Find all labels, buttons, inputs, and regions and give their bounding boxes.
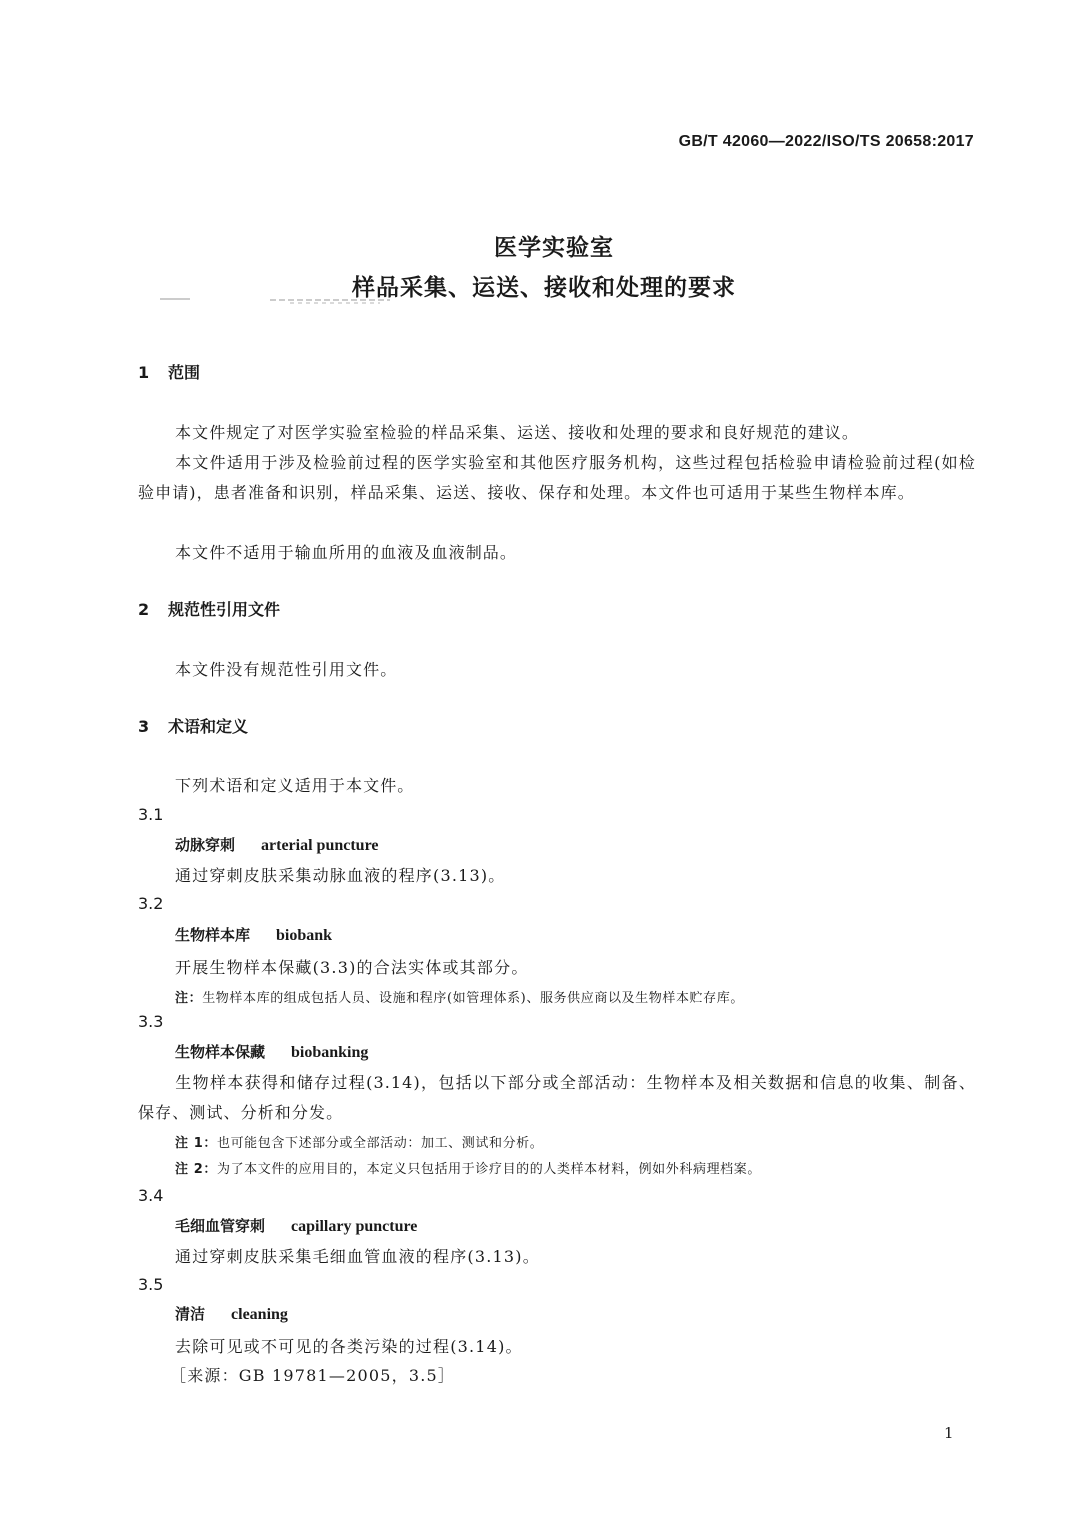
term-number: 3.3 — [138, 1012, 164, 1031]
term-number: 3.5 — [138, 1275, 164, 1294]
term-en: cleaning — [231, 1306, 288, 1323]
term-definition: 通过穿刺皮肤采集毛细血管血液的程序(3.13)。 — [175, 1247, 540, 1266]
term-en: capillary puncture — [291, 1218, 418, 1235]
term-note — [175, 987, 744, 1006]
section-heading-scope — [138, 360, 200, 383]
term-en: arterial puncture — [261, 837, 379, 854]
term-heading — [175, 1303, 288, 1324]
section-number: 1 — [138, 363, 150, 382]
term-number: 3.1 — [138, 805, 164, 824]
term-note — [175, 1158, 761, 1177]
note-text: 生物样本库的组成包括人员、设施和程序(如管理体系)、服务供应商以及生物样本贮存库。 — [202, 991, 744, 1006]
document-title-line2: 样品采集、运送、接收和处理的要求 — [352, 275, 736, 301]
term-zh: 毛细血管穿刺 — [175, 1217, 266, 1235]
term-heading — [175, 924, 332, 945]
section-title: 规范性引用文件 — [168, 600, 281, 619]
section-number: 2 — [138, 600, 150, 619]
section-number: 3 — [138, 717, 150, 736]
term-note — [175, 1132, 543, 1151]
term-definition: 生物样本获得和储存过程(3.14)，包括以下部分或全部活动：生物样本及相关数据和信息的收集、制备、保存、测试、分析和分发。 — [138, 1073, 976, 1122]
term-definition: 开展生物样本保藏(3.3)的合法实体或其部分。 — [175, 958, 529, 977]
term-heading — [175, 1215, 417, 1236]
section-title: 范围 — [168, 363, 201, 382]
term-definition: 通过穿刺皮肤采集动脉血液的程序(3.13)。 — [175, 866, 506, 885]
term-definition: 去除可见或不可见的各类污染的过程(3.14)。 — [175, 1337, 523, 1356]
scan-artifact-line — [160, 297, 390, 305]
term-en: biobank — [276, 927, 333, 944]
section-heading-terms-definitions — [138, 714, 248, 737]
note-text: 也可能包含下述部分或全部活动：加工、测试和分析。 — [216, 1136, 544, 1151]
note-label: 注： — [175, 991, 203, 1006]
note-label: 注 1： — [175, 1136, 217, 1151]
term-number: 3.4 — [138, 1186, 164, 1205]
note-text: 为了本文件的应用目的，本定义只包括用于诊疗目的的人类样本材料，例如外科病理档案。 — [216, 1162, 761, 1177]
paragraph: 本文件没有规范性引用文件。 — [175, 660, 398, 679]
paragraph: 本文件不适用于输血所用的血液及血液制品。 — [175, 543, 518, 562]
paragraph: 本文件适用于涉及检验前过程的医学实验室和其他医疗服务机构，这些过程包括检验申请检验前过程(如检验申请)，患者准备和识别，样品采集、运送、接收、保存和处理。本文件也可适用于某些生物样本库。 — [138, 453, 976, 502]
term-heading — [175, 834, 378, 855]
standard-number: GB/T 42060—2022/ISO/TS 20658:2017 — [678, 133, 974, 150]
term-source: ［来源：GB 19781—2005，3.5］ — [170, 1366, 456, 1385]
term-zh: 动脉穿刺 — [175, 836, 236, 854]
term-number: 3.2 — [138, 894, 164, 913]
term-zh: 清洁 — [175, 1305, 206, 1323]
document-title-line1: 医学实验室 — [494, 235, 614, 261]
term-zh: 生物样本保藏 — [175, 1043, 266, 1061]
page-number: 1 — [944, 1424, 954, 1442]
term-en: biobanking — [291, 1044, 369, 1061]
term-zh: 生物样本库 — [175, 926, 251, 944]
section-heading-normative-references — [138, 597, 280, 620]
term-heading — [175, 1041, 368, 1062]
paragraph: 下列术语和定义适用于本文件。 — [175, 776, 415, 795]
section-title: 术语和定义 — [168, 717, 249, 736]
note-label: 注 2： — [175, 1162, 217, 1177]
paragraph: 本文件规定了对医学实验室检验的样品采集、运送、接收和处理的要求和良好规范的建议。 — [175, 423, 860, 442]
